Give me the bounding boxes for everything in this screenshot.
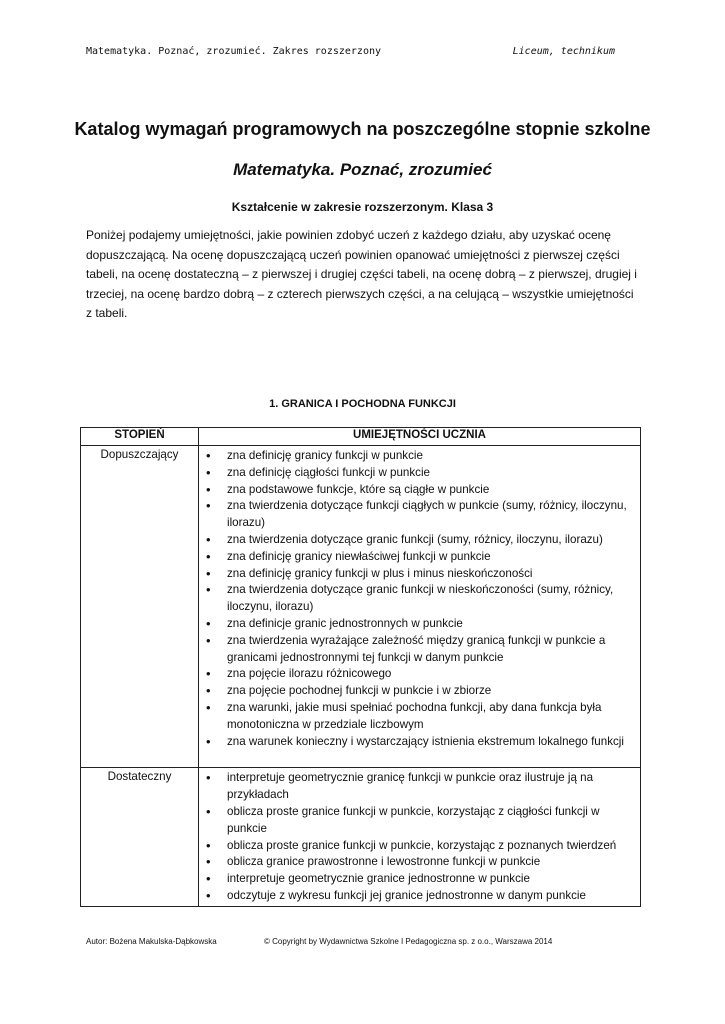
list-item: • oblicza proste granice funkcji w punkcie, korzystając z poznanych twierdzeń [227, 838, 636, 855]
page-header [86, 46, 615, 57]
footer-copyright: © Copyright by Wydawnictwa Szkolne I Pedagogiczna sp. z o.o., Warszawa 2014 [264, 937, 553, 946]
list-item: • zna definicję granicy niewłaściwej funkcji w punkcie [227, 549, 636, 566]
skills-list [199, 768, 640, 905]
list-item: • zna twierdzenia dotyczące funkcji ciągłych w punkcie (sumy, różnicy, iloczynu, ilorazu) [227, 498, 636, 532]
list-item: • oblicza granice prawostronne i lewostronne funkcji w punkcie [227, 854, 636, 871]
list-item: • zna definicję granicy funkcji w plus i minus nieskończoności [227, 566, 636, 583]
list-item: • zna definicję granicy funkcji w punkcie [227, 448, 636, 465]
column-header-skills: UMIEJĘTNOŚCI UCZNIA [199, 428, 641, 446]
header-right: Liceum, technikum [512, 46, 615, 57]
stage-cell: Dopuszczający [81, 446, 199, 768]
skills-cell [199, 446, 641, 768]
list-item: • interpretuje geometrycznie granice jednostronne w punkcie [227, 871, 636, 888]
list-item: • zna warunki, jakie musi spełniać pochodna funkcji, aby dana funkcja była monotoniczna w przedziale liczbowym [227, 700, 636, 734]
column-header-stage: STOPIEŃ [81, 428, 199, 446]
table-row [81, 768, 641, 906]
table-row [81, 446, 641, 768]
list-item: • zna definicję ciągłości funkcji w punkcie [227, 465, 636, 482]
list-item: • zna podstawowe funkcje, które są ciągłe w punkcie [227, 482, 636, 499]
document-subtitle: Matematyka. Poznać, zrozumieć [233, 160, 492, 179]
list-item: • zna warunek konieczny i wystarczający istnienia ekstremum lokalnego funkcji [227, 734, 636, 751]
skills-cell [199, 768, 641, 906]
table-header-row [81, 428, 641, 446]
footer-author: Autor: Bożena Makulska-Dąbkowska [86, 937, 217, 946]
list-item: • zna twierdzenia dotyczące granic funkcji w nieskończoności (sumy, różnicy, iloczynu, ilorazu) [227, 582, 636, 616]
education-level: Kształcenie w zakresie rozszerzonym. Klasa 3 [231, 200, 494, 214]
list-item: • zna pojęcie ilorazu różnicowego [227, 666, 636, 683]
requirements-table [80, 427, 641, 907]
list-item: • zna pojęcie pochodnej funkcji w punkcie i w zbiorze [227, 683, 636, 700]
list-item: • zna definicje granic jednostronnych w punkcie [227, 616, 636, 633]
section-title: 1. GRANICA I POCHODNA FUNKCJI [269, 398, 456, 410]
document-title: Katalog wymagań programowych na poszczególne stopnie szkolne [74, 119, 651, 139]
intro-paragraph: Poniżej podajemy umiejętności, jakie powinien zdobyć uczeń z każdego działu, aby uzyskać ocenę dopuszczającą. Na ocenę dopuszczającą uczeń powinien opanować umiejętności z pierwszej części tabeli, na ocenę dostateczną – z pierwszej i drugiej części tabeli, na ocenę dobrą – z pierwszej, drugiej i trzeciej, na ocenę bardzo dobrą – z czterech pierwszych części, a na celującą – wszystkie umiejętności z tabeli. [86, 228, 637, 321]
header-left: Matematyka. Poznać, zrozumieć. Zakres rozszerzony [86, 46, 382, 57]
skills-list [199, 446, 640, 767]
list-item: • odczytuje z wykresu funkcji jej granice jednostronne w danym punkcie [227, 888, 636, 905]
list-item: • zna twierdzenia wyrażające zależność między granicą funkcji w punkcie a granicami jednostronnymi tej funkcji w danym punkcie [227, 633, 636, 667]
list-item: • zna twierdzenia dotyczące granic funkcji (sumy, różnicy, iloczynu, ilorazu) [227, 532, 636, 549]
list-item: • interpretuje geometrycznie granicę funkcji w punkcie oraz ilustruje ją na przykładach [227, 770, 636, 804]
list-item: • oblicza proste granice funkcji w punkcie, korzystając z ciągłości funkcji w punkcie [227, 804, 636, 838]
stage-cell: Dostateczny [81, 768, 199, 906]
